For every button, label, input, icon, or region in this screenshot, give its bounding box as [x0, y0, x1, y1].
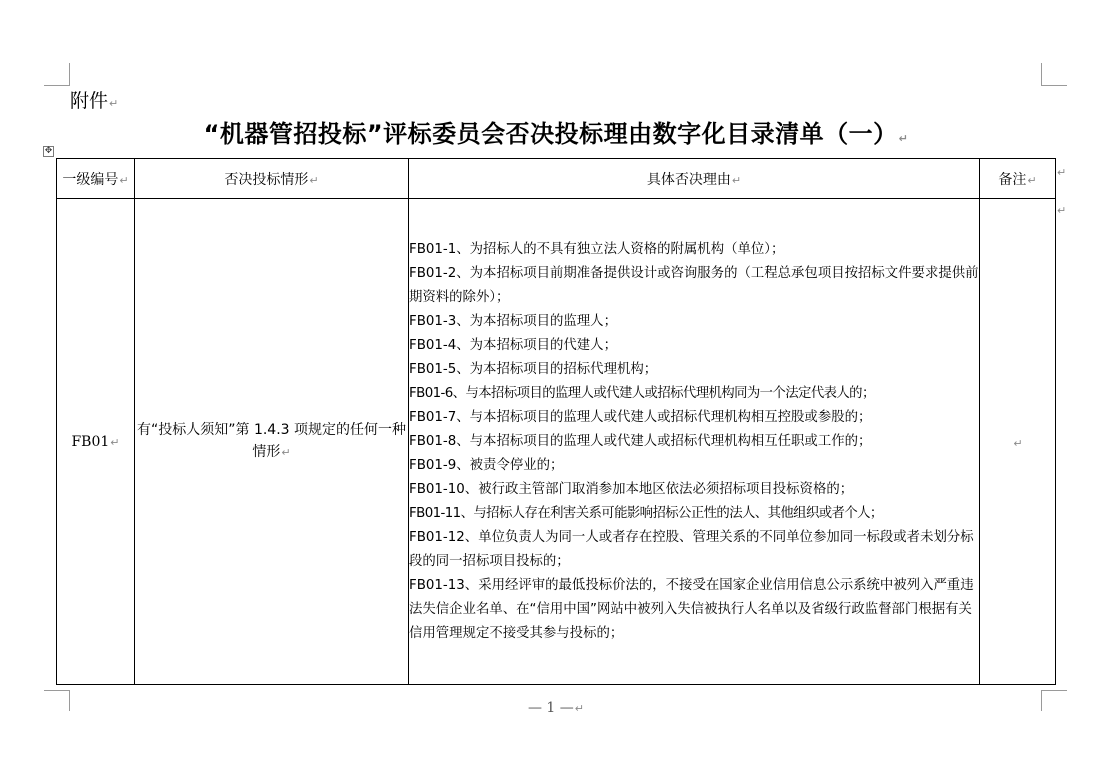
reason-item: FB01-4、为本招标项目的代建人；	[409, 337, 617, 353]
reason-item: FB01-2、为本招标项目前期准备提供设计或咨询服务的（工程总承包项目按招标文件要求提供前期资料的除外）；	[409, 265, 979, 305]
reason-item: FB01-6、与本招标项目的监理人或代建人或招标代理机构同为一个法定代表人的；	[409, 385, 875, 401]
reason-item: FB01-7、与本招标项目的监理人或代建人或招标代理机构相互控股或参股的；	[409, 409, 872, 425]
reason-item: FB01-13、采用经评审的最低投标价法的，不接受在国家企业信用信息公示系统中被列入严重违法失信企业名单、在“信用中国”网站中被列入失信被执行人名单以及省级行政监督部门根据有关信用管理规定不接受其参与投标的；	[409, 577, 974, 641]
reason-item: FB01-1、为招标人的不具有独立法人资格的附属机构（单位）；	[409, 241, 785, 257]
reason-item: FB01-12、单位负责人为同一人或者存在控股、管理关系的不同单位参加同一标段或者未划分标段的同一招标项目投标的；	[409, 529, 974, 569]
rejection-reasons-table	[56, 158, 1056, 685]
paragraph-mark-icon: ↵	[1013, 437, 1023, 450]
table-row	[57, 199, 1056, 685]
crop-mark-top-right	[1041, 63, 1067, 86]
move-table-handle-icon[interactable]: ✥	[44, 146, 53, 156]
reason-item: FB01-10、被行政主管部门取消参加本地区依法必须招标项目投标资格的；	[409, 481, 854, 497]
reason-item: FB01-9、被责令停业的；	[409, 457, 564, 473]
paragraph-mark-icon: ↵	[898, 132, 909, 145]
reason-item: FB01-8、与本招标项目的监理人或代建人或招标代理机构相互任职或工作的；	[409, 433, 872, 449]
cell-situation: 有“投标人须知”第 1.4.3 项规定的任何一种情形↵	[135, 199, 409, 685]
attachment-label: 附件↵	[70, 90, 119, 112]
crop-mark-top-left	[44, 63, 70, 86]
reason-item: FB01-11、与招标人存在利害关系可能影响招标公正性的法人、其他组织或者个人；	[409, 505, 883, 521]
header-situation: 否决投标情形↵	[135, 159, 409, 199]
header-note: 备注↵	[980, 159, 1056, 199]
header-reasons: 具体否决理由↵	[409, 159, 980, 199]
page-title: “机器管招投标”评标委员会否决投标理由数字化目录清单（一）↵	[203, 120, 909, 148]
cell-reasons	[409, 199, 980, 685]
cell-note	[980, 199, 1056, 685]
cell-code: FB01↵	[57, 199, 135, 685]
table-header-row	[57, 159, 1056, 199]
page-number-footer: — 1 —↵	[527, 700, 585, 716]
reason-item: FB01-5、为本招标项目的招标代理机构；	[409, 361, 658, 377]
row-end-mark-icon: ↵	[1057, 166, 1067, 179]
row-end-mark-icon: ↵	[1057, 204, 1067, 217]
paragraph-mark-icon: ↵	[109, 97, 119, 110]
reason-item: FB01-3、为本招标项目的监理人；	[409, 313, 617, 329]
header-code: 一级编号↵	[57, 159, 135, 199]
